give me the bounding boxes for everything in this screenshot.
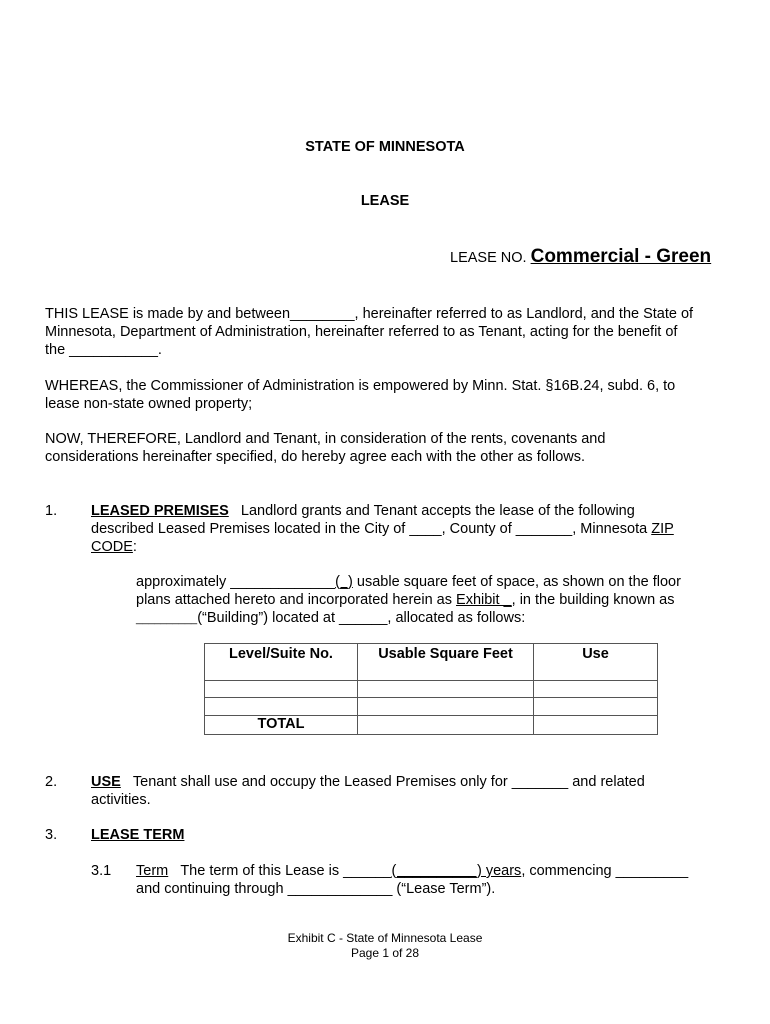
zip-label: ZIP: [651, 521, 674, 537]
state-title: STATE OF MINNESOTA: [305, 139, 465, 155]
section-1-line-2: [91, 520, 674, 538]
section-3-number: 3.: [45, 827, 58, 843]
premises-text-2a: plans attached hereto and incorporated herein as: [136, 592, 452, 608]
footer-exhibit: Exhibit C - State of Minnesota Lease: [287, 931, 483, 945]
premises-line-1: [136, 573, 681, 591]
footer-page-number: Page 1 of 28: [350, 946, 420, 960]
section-2-line-2: activities.: [91, 792, 151, 808]
total-label: TOTAL: [205, 716, 358, 735]
section-1-text-2: described Leased Premises located in the City of ____, County of _______, Minnesota: [91, 521, 648, 537]
section-1-line-1: [91, 502, 635, 520]
section-1-number: 1.: [45, 503, 58, 519]
table-row: [205, 681, 658, 698]
header-usable-square-feet: Usable Square Feet: [358, 644, 534, 681]
document-title: LEASE: [360, 193, 410, 209]
premises-text-3b: (“Building”) located at ______, allocated as follows:: [197, 610, 526, 626]
premises-table: [204, 643, 658, 735]
code-colon: :: [132, 539, 137, 555]
term-heading: Term: [136, 863, 169, 879]
header-level-suite: Level/Suite No.: [205, 644, 358, 681]
section-3-1-number: 3.1: [91, 863, 112, 879]
premises-text-2b: , in the building known as: [511, 592, 675, 608]
section-1-text-1: Landlord grants and Tenant accepts the lease of the following: [240, 503, 635, 519]
lease-number-value: Commercial - Green: [530, 246, 712, 267]
section-1-heading: LEASED PREMISES: [91, 503, 229, 519]
table-cell: [358, 698, 534, 716]
section-2-number: 2.: [45, 774, 58, 790]
table-cell: [534, 681, 658, 698]
whereas-line-1: WHEREAS, the Commissioner of Administration is empowered by Minn. Stat. §16B.24, subd. 6, to: [45, 378, 676, 394]
now-therefore-line-2: considerations hereinafter specified, do hereby agree each with the other as follows.: [45, 449, 586, 465]
section-2-heading: USE: [91, 774, 121, 790]
table-cell: [205, 681, 358, 698]
table-cell: [358, 681, 534, 698]
intro-line-2: Minnesota, Department of Administration, hereinafter referred to as Tenant, acting for the benefit of: [45, 324, 678, 340]
lease-number-label: LEASE NO.: [450, 250, 527, 266]
now-therefore-line-1: NOW, THEREFORE, Landlord and Tenant, in consideration of the rents, covenants and: [45, 431, 606, 447]
section-2-text-1: Tenant shall use and occupy the Leased Premises only for _______ and related: [132, 774, 645, 790]
term-text-a: The term of this Lease is ______: [180, 863, 392, 879]
intro-line-3: the ___________.: [45, 342, 162, 358]
whereas-line-2: lease non-state owned property;: [45, 396, 253, 412]
lease-number: [450, 246, 711, 268]
exhibit-reference: Exhibit _: [456, 592, 512, 608]
table-total-row: [205, 716, 658, 735]
section-1-line-3: [91, 538, 137, 556]
intro-line-1: THIS LEASE is made by and between________, hereinafter referred to as Landlord, and the State of: [45, 306, 694, 322]
table-cell: [534, 716, 658, 735]
table-header-row: [205, 644, 658, 681]
table-row: [205, 698, 658, 716]
section-3-1-line-1: [136, 862, 688, 880]
section-2-line-1: [91, 773, 645, 791]
premises-text-1c: usable square feet of space, as shown on the floor: [352, 574, 681, 590]
table-cell: [205, 698, 358, 716]
premises-text-1b: (_): [335, 574, 353, 590]
table-cell: [534, 698, 658, 716]
premises-text-1a: approximately _____________: [136, 574, 336, 590]
section-3-heading: LEASE TERM: [91, 827, 185, 843]
term-years: (__________) years: [391, 863, 522, 879]
table-cell: [358, 716, 534, 735]
header-use: Use: [534, 644, 658, 681]
premises-line-2: [136, 591, 674, 609]
section-3-1-line-2: and continuing through _____________ (“Lease Term”).: [136, 881, 496, 897]
premises-line-3: [136, 609, 525, 628]
building-blank: __________: [136, 613, 198, 625]
code-label: CODE: [91, 539, 133, 555]
term-text-b: , commencing _________: [521, 863, 689, 879]
